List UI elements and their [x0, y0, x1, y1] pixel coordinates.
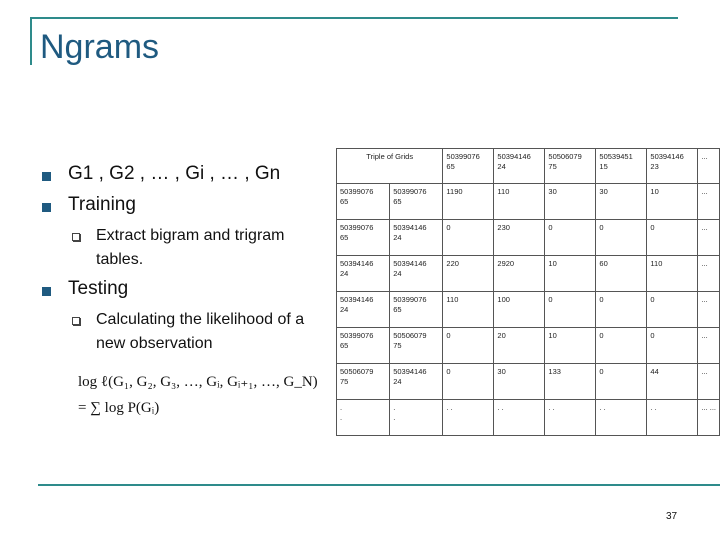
count-cell: . .	[443, 400, 494, 436]
table-header-row	[337, 149, 720, 184]
count-cell: 110	[647, 256, 698, 292]
bullet-grids: G1 , G2 , … , Gi , … , Gn	[68, 163, 281, 184]
sub-bullet-checkbox-icon	[72, 233, 80, 241]
bullet-training: Training	[68, 194, 136, 215]
top-rule	[30, 17, 678, 19]
bullet-testing: Testing	[68, 278, 129, 299]
count-cell: 30	[494, 364, 545, 400]
table-row	[337, 364, 720, 400]
count-cell: 0	[443, 364, 494, 400]
count-cell: 110	[494, 184, 545, 220]
row-grid-1-cell: 50394146 24	[337, 292, 390, 328]
row-grid-2-cell: . .	[390, 400, 443, 436]
table-row	[337, 256, 720, 292]
row-grid-2-cell: 50394146 24	[390, 364, 443, 400]
row-grid-1-cell: 50399076 65	[337, 220, 390, 256]
sub-bullet-training: Extract bigram and trigram tables.	[96, 227, 285, 268]
count-cell: 30	[596, 184, 647, 220]
count-cell: 0	[443, 328, 494, 364]
count-cell: ...	[698, 328, 720, 364]
count-cell: 0	[647, 292, 698, 328]
count-cell: 60	[596, 256, 647, 292]
count-cell: 110	[443, 292, 494, 328]
column-header: 50539451 15	[596, 149, 647, 184]
count-cell: 2920	[494, 256, 545, 292]
row-grid-2-cell: 50399076 65	[390, 292, 443, 328]
column-header: 50399076 65	[443, 149, 494, 184]
count-cell: 133	[545, 364, 596, 400]
count-cell: 1190	[443, 184, 494, 220]
bottom-rule	[38, 484, 720, 486]
count-cell: 0	[596, 220, 647, 256]
count-cell: ... ...	[698, 400, 720, 436]
count-cell: ...	[698, 292, 720, 328]
count-cell: 0	[596, 328, 647, 364]
table-corner-header: Triple of Grids	[337, 149, 443, 184]
row-grid-1-cell: 50506079 75	[337, 364, 390, 400]
formula-line-2: = ∑ log P(Gᵢ)	[78, 400, 160, 416]
count-cell: . .	[545, 400, 596, 436]
count-cell: 44	[647, 364, 698, 400]
count-cell: 230	[494, 220, 545, 256]
left-rule	[30, 17, 32, 65]
column-header: 50394146 23	[647, 149, 698, 184]
count-cell: 0	[596, 364, 647, 400]
table-row	[337, 400, 720, 436]
row-grid-2-cell: 50394146 24	[390, 220, 443, 256]
count-cell: 10	[545, 328, 596, 364]
bullet-square-icon	[42, 203, 51, 212]
page-number: 37	[666, 511, 678, 522]
bullet-square-icon	[42, 172, 51, 181]
count-cell: 10	[545, 256, 596, 292]
count-cell: 0	[596, 292, 647, 328]
table-row	[337, 328, 720, 364]
table-row	[337, 292, 720, 328]
count-cell: ...	[698, 364, 720, 400]
row-grid-2-cell: 50394146 24	[390, 256, 443, 292]
count-cell: 0	[545, 292, 596, 328]
formula-line-1: log ℓ(G₁, G₂, G₃, …, Gᵢ, Gᵢ₊₁, …, G_N)	[78, 374, 318, 390]
count-cell: 220	[443, 256, 494, 292]
count-cell: . .	[494, 400, 545, 436]
count-cell: 0	[443, 220, 494, 256]
row-grid-1-cell: 50399076 65	[337, 184, 390, 220]
slide-title: Ngrams	[40, 28, 160, 66]
count-cell: ...	[698, 220, 720, 256]
row-grid-1-cell: . .	[337, 400, 390, 436]
trigram-table	[336, 148, 720, 436]
count-cell: 100	[494, 292, 545, 328]
row-grid-2-cell: 50506079 75	[390, 328, 443, 364]
count-cell: 30	[545, 184, 596, 220]
table-row	[337, 220, 720, 256]
count-cell: ...	[698, 256, 720, 292]
column-header: 50506079 75	[545, 149, 596, 184]
sub-bullet-checkbox-icon	[72, 317, 80, 325]
column-header: ...	[698, 149, 720, 184]
count-cell: 20	[494, 328, 545, 364]
row-grid-1-cell: 50394146 24	[337, 256, 390, 292]
count-cell: 10	[647, 184, 698, 220]
count-cell: 0	[647, 328, 698, 364]
row-grid-1-cell: 50399076 65	[337, 328, 390, 364]
count-cell: . .	[596, 400, 647, 436]
sub-bullet-testing: Calculating the likelihood of a new observation	[96, 311, 305, 352]
row-grid-2-cell: 50399076 65	[390, 184, 443, 220]
count-cell: ...	[698, 184, 720, 220]
count-cell: . .	[647, 400, 698, 436]
table-row	[337, 184, 720, 220]
column-header: 50394146 24	[494, 149, 545, 184]
bullet-square-icon	[42, 287, 51, 296]
count-cell: 0	[545, 220, 596, 256]
count-cell: 0	[647, 220, 698, 256]
